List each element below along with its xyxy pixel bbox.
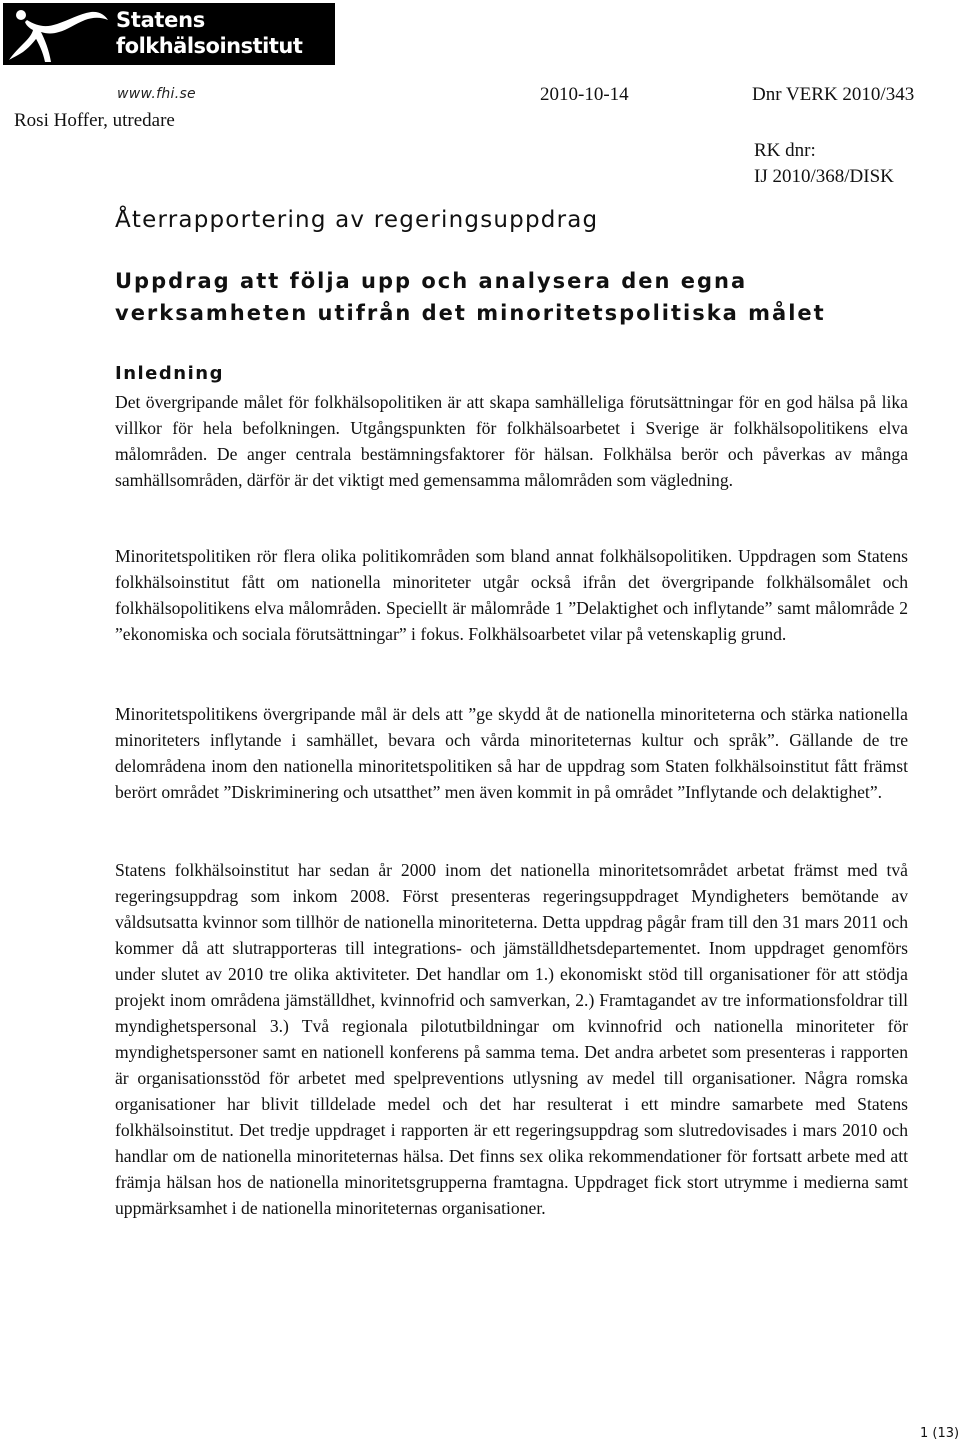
document-title: Återrapportering av regeringsuppdrag [115, 207, 599, 233]
fhi-logo [3, 3, 335, 65]
rk-number: IJ 2010/368/DISK [754, 166, 894, 187]
rk-label: RK dnr: [754, 140, 816, 161]
paragraph: Statens folkhälsoinstitut har sedan år 2000 inom det nationella minoritetsområdet arbetat främst med två regeringsuppdrag som inkom 2008. Först presenteras regeringsuppdraget Myndigheters bemötande av våldsutsatta kvinnor som tillhör de nationella minoriteterna. Detta uppdrag pågår fram till den 31 mars 2011 och kommer då att slutrapporteras till integrations- och jämställdhetsdepartementet. Inom uppdraget genomförs under slutet av 2010 tre olika aktiviteter. Det handlar om 1.) ekonomiskt stöd till organisationer för att stödja projekt inom områdena jämställdhet, kvinnofrid och samverkan, 2.) Framtagandet av tre informationsfoldrar till myndighetspersonal 3.) Två regionala pilotutbildningar om kvinnofrid och nationella minoriteter för myndighetspersoner samt en nationell konferens på samma tema. Det andra arbetet som presenteras i rapporten är organisationsstöd för arbetet med spelpreventions utlysning av medel till organisationer. Några romska organisationer har blivit tilldelade medel och det har resulterat i ett mindre samarbete med Statens folkhälsoinstitut. Det tredje uppdraget i rapporten är ett regeringsuppdrag som slutredovisades i mars 2010 och handlar om de nationella minoriteternas hälsa. Det finns sex olika rekommendationer för fortsatt arbete med att främja hälsan hos de nationella minoritetsgrupperna framtagna. Uppdraget fick stort utrymme i medierna samt uppmärksamhet i de nationella minoriteternas organisationer. [115, 860, 908, 1218]
diary-number: Dnr VERK 2010/343 [752, 84, 915, 105]
jumping-figure-icon [7, 6, 111, 64]
paragraph: Minoritetspolitiken rör flera olika politikområden som bland annat folkhälsopolitiken. Uppdragen som Statens folkhälsoinstitut fått om nationella minoriteter utgår också ifrån det övergripande folkhälsomålet och folkhälsopolitikens elva målområden. Speciellt är målområde 1 ”Delaktighet och inflytande” samt målområde 2 ”ekonomiska och sociala förutsättningar” i fokus. Folkhälsoarbetet vilar på vetenskaplig grund. [115, 546, 908, 644]
document-subtitle: Uppdrag att följa upp och analysera den egna verksamheten utifrån det minoritetspolitiska målet [115, 269, 826, 325]
page-number: 1 (13) [920, 1426, 960, 1441]
paragraph: Det övergripande målet för folkhälsopolitiken är att skapa samhälleliga förutsättningar för en god hälsa på lika villkor för hela befolkningen. Utgångspunkten för folkhälsoarbetet i Sverige är folkhälsopolitikens elva målområden. De anger centrala bestämningsfaktorer för hälsan. Folkhälsa berör och påverkas av många samhällsområden, därför är det viktigt med gemensamma målområden som vägledning. [115, 392, 908, 490]
document-date: 2010-10-14 [540, 84, 629, 105]
logo-line-2: folkhälsoinstitut [116, 34, 303, 58]
author: Rosi Hoffer, utredare [14, 110, 175, 131]
paragraph: Minoritetspolitikens övergripande mål är dels att ”ge skydd åt de nationella minoriteterna och stärka nationella minoriteters inflytande i samhället, bevara och vårda minoriteternas kultur och språk”. Gällande de tre delområdena inom den nationella minoritetspolitiken så har de uppdrag som Staten folkhälsoinstitut fått främst berört området ”Diskriminering och utsatthet” men även kommit in på området ”Inflytande och delaktighet”. [115, 704, 908, 802]
logo-line-1: Statens [116, 8, 205, 32]
website-link[interactable]: www.fhi.se [117, 86, 196, 102]
section-heading: Inledning [115, 363, 224, 384]
rk-reference [754, 138, 894, 190]
